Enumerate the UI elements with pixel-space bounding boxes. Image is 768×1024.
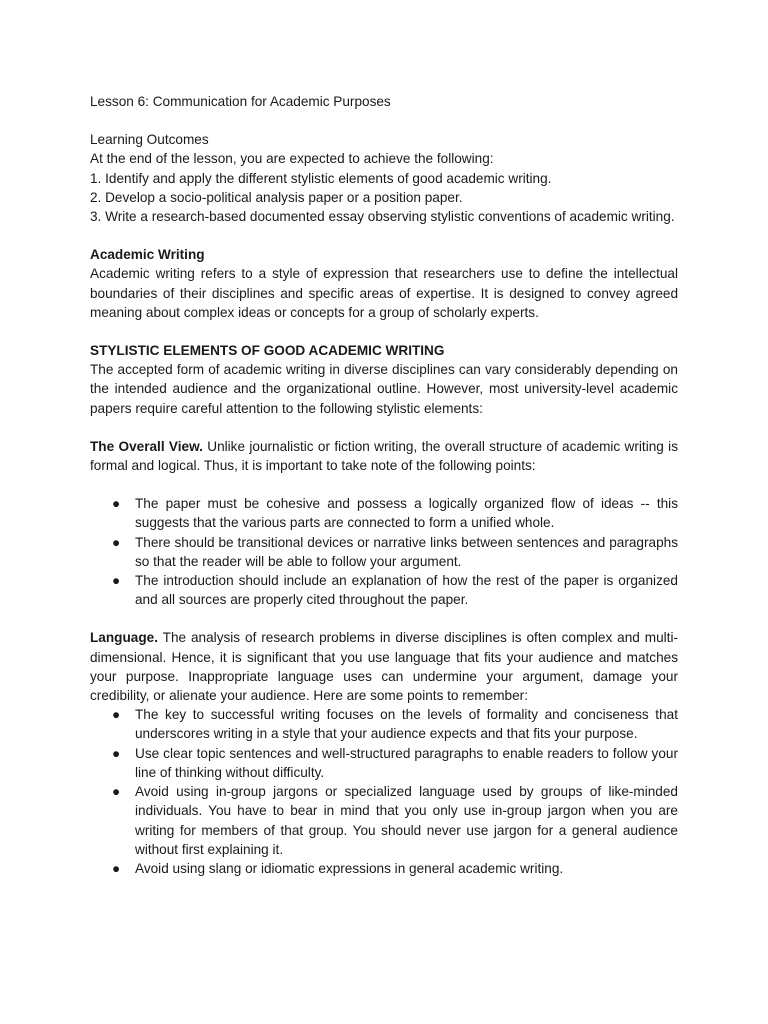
bullet-icon: ●	[112, 860, 121, 876]
learning-outcomes-heading: Learning Outcomes	[90, 132, 209, 148]
list-item-text: The paper must be cohesive and possess a logically organized flow of ideas -- this suggests that the various parts are connected to form a unified whole.	[135, 496, 678, 531]
learning-outcome-item: 3. Write a research-based documented essay observing stylistic conventions of academic writing.	[90, 209, 675, 225]
bullet-icon: ●	[112, 784, 121, 800]
overall-view-paragraph	[90, 437, 678, 475]
list-item	[112, 859, 678, 878]
language-label: Language.	[90, 630, 158, 646]
learning-outcomes-intro: At the end of the lesson, you are expected to achieve the following:	[90, 151, 494, 167]
list-item	[112, 494, 678, 532]
language-bullet-list	[112, 705, 678, 878]
list-item	[112, 782, 678, 859]
list-item	[112, 533, 678, 571]
language-paragraph	[90, 628, 678, 705]
academic-writing-body: Academic writing refers to a style of expression that researchers use to define the intellectual boundaries of their disciplines and specific areas of expertise. It is designed to convey agreed meaning about complex ideas or concepts for a group of scholarly experts.	[90, 266, 678, 320]
academic-writing-heading: Academic Writing	[90, 247, 205, 263]
list-item-text: Avoid using in-group jargons or specialized language used by groups of like-minded individuals. You have to bear in mind that you only use in-group jargon when you are writing for members of that group. You should never use jargon for a general audience without first explaining it.	[135, 784, 678, 857]
bullet-icon: ●	[112, 707, 121, 723]
list-item-text: The introduction should include an explanation of how the rest of the paper is organized and all sources are properly cited throughout the paper.	[135, 573, 678, 608]
lesson-title: Lesson 6: Communication for Academic Purposes	[90, 94, 391, 109]
learning-outcome-item: 2. Develop a socio-political analysis paper or a position paper.	[90, 189, 463, 205]
list-item-text: Avoid using slang or idiomatic expressions in general academic writing.	[135, 860, 564, 876]
overall-view-body: Unlike journalistic or fiction writing, the overall structure of academic writing is formal and logical. Thus, it is important to take note of the following points:	[90, 438, 678, 474]
stylistic-elements-heading: STYLISTIC ELEMENTS OF GOOD ACADEMIC WRITING	[90, 343, 445, 359]
list-item-text: There should be transitional devices or narrative links between sentences and paragraphs so that the reader will be able to follow your argument.	[135, 534, 678, 569]
bullet-icon: ●	[112, 496, 121, 512]
document-page	[90, 92, 678, 878]
language-body: The analysis of research problems in diverse disciplines is often complex and multi-dimensional. Hence, it is significant that you use language that fits your audience and matches your purpose. Inappropriate language uses can undermine your argument, damage your credibility, or alienate your audience. Here are some points to remember:	[90, 630, 678, 704]
list-item	[112, 705, 678, 743]
learning-outcome-item: 1. Identify and apply the different stylistic elements of good academic writing.	[90, 170, 552, 186]
bullet-icon: ●	[112, 573, 121, 589]
bullet-icon: ●	[112, 534, 121, 550]
list-item-text: The key to successful writing focuses on the levels of formality and conciseness that underscores writing in a style that your audience expects and that fits your purpose.	[135, 707, 678, 742]
list-item	[112, 571, 678, 609]
stylistic-elements-body: The accepted form of academic writing in diverse disciplines can vary considerably depending on the intended audience and the organizational outline. However, most university-level academic papers require careful attention to the following stylistic elements:	[90, 362, 678, 416]
bullet-icon: ●	[112, 745, 121, 761]
overall-view-label: The Overall View.	[90, 438, 203, 454]
overall-view-bullet-list	[112, 494, 678, 609]
list-item	[112, 744, 678, 782]
list-item-text: Use clear topic sentences and well-structured paragraphs to enable readers to follow your line of thinking without difficulty.	[135, 745, 678, 780]
